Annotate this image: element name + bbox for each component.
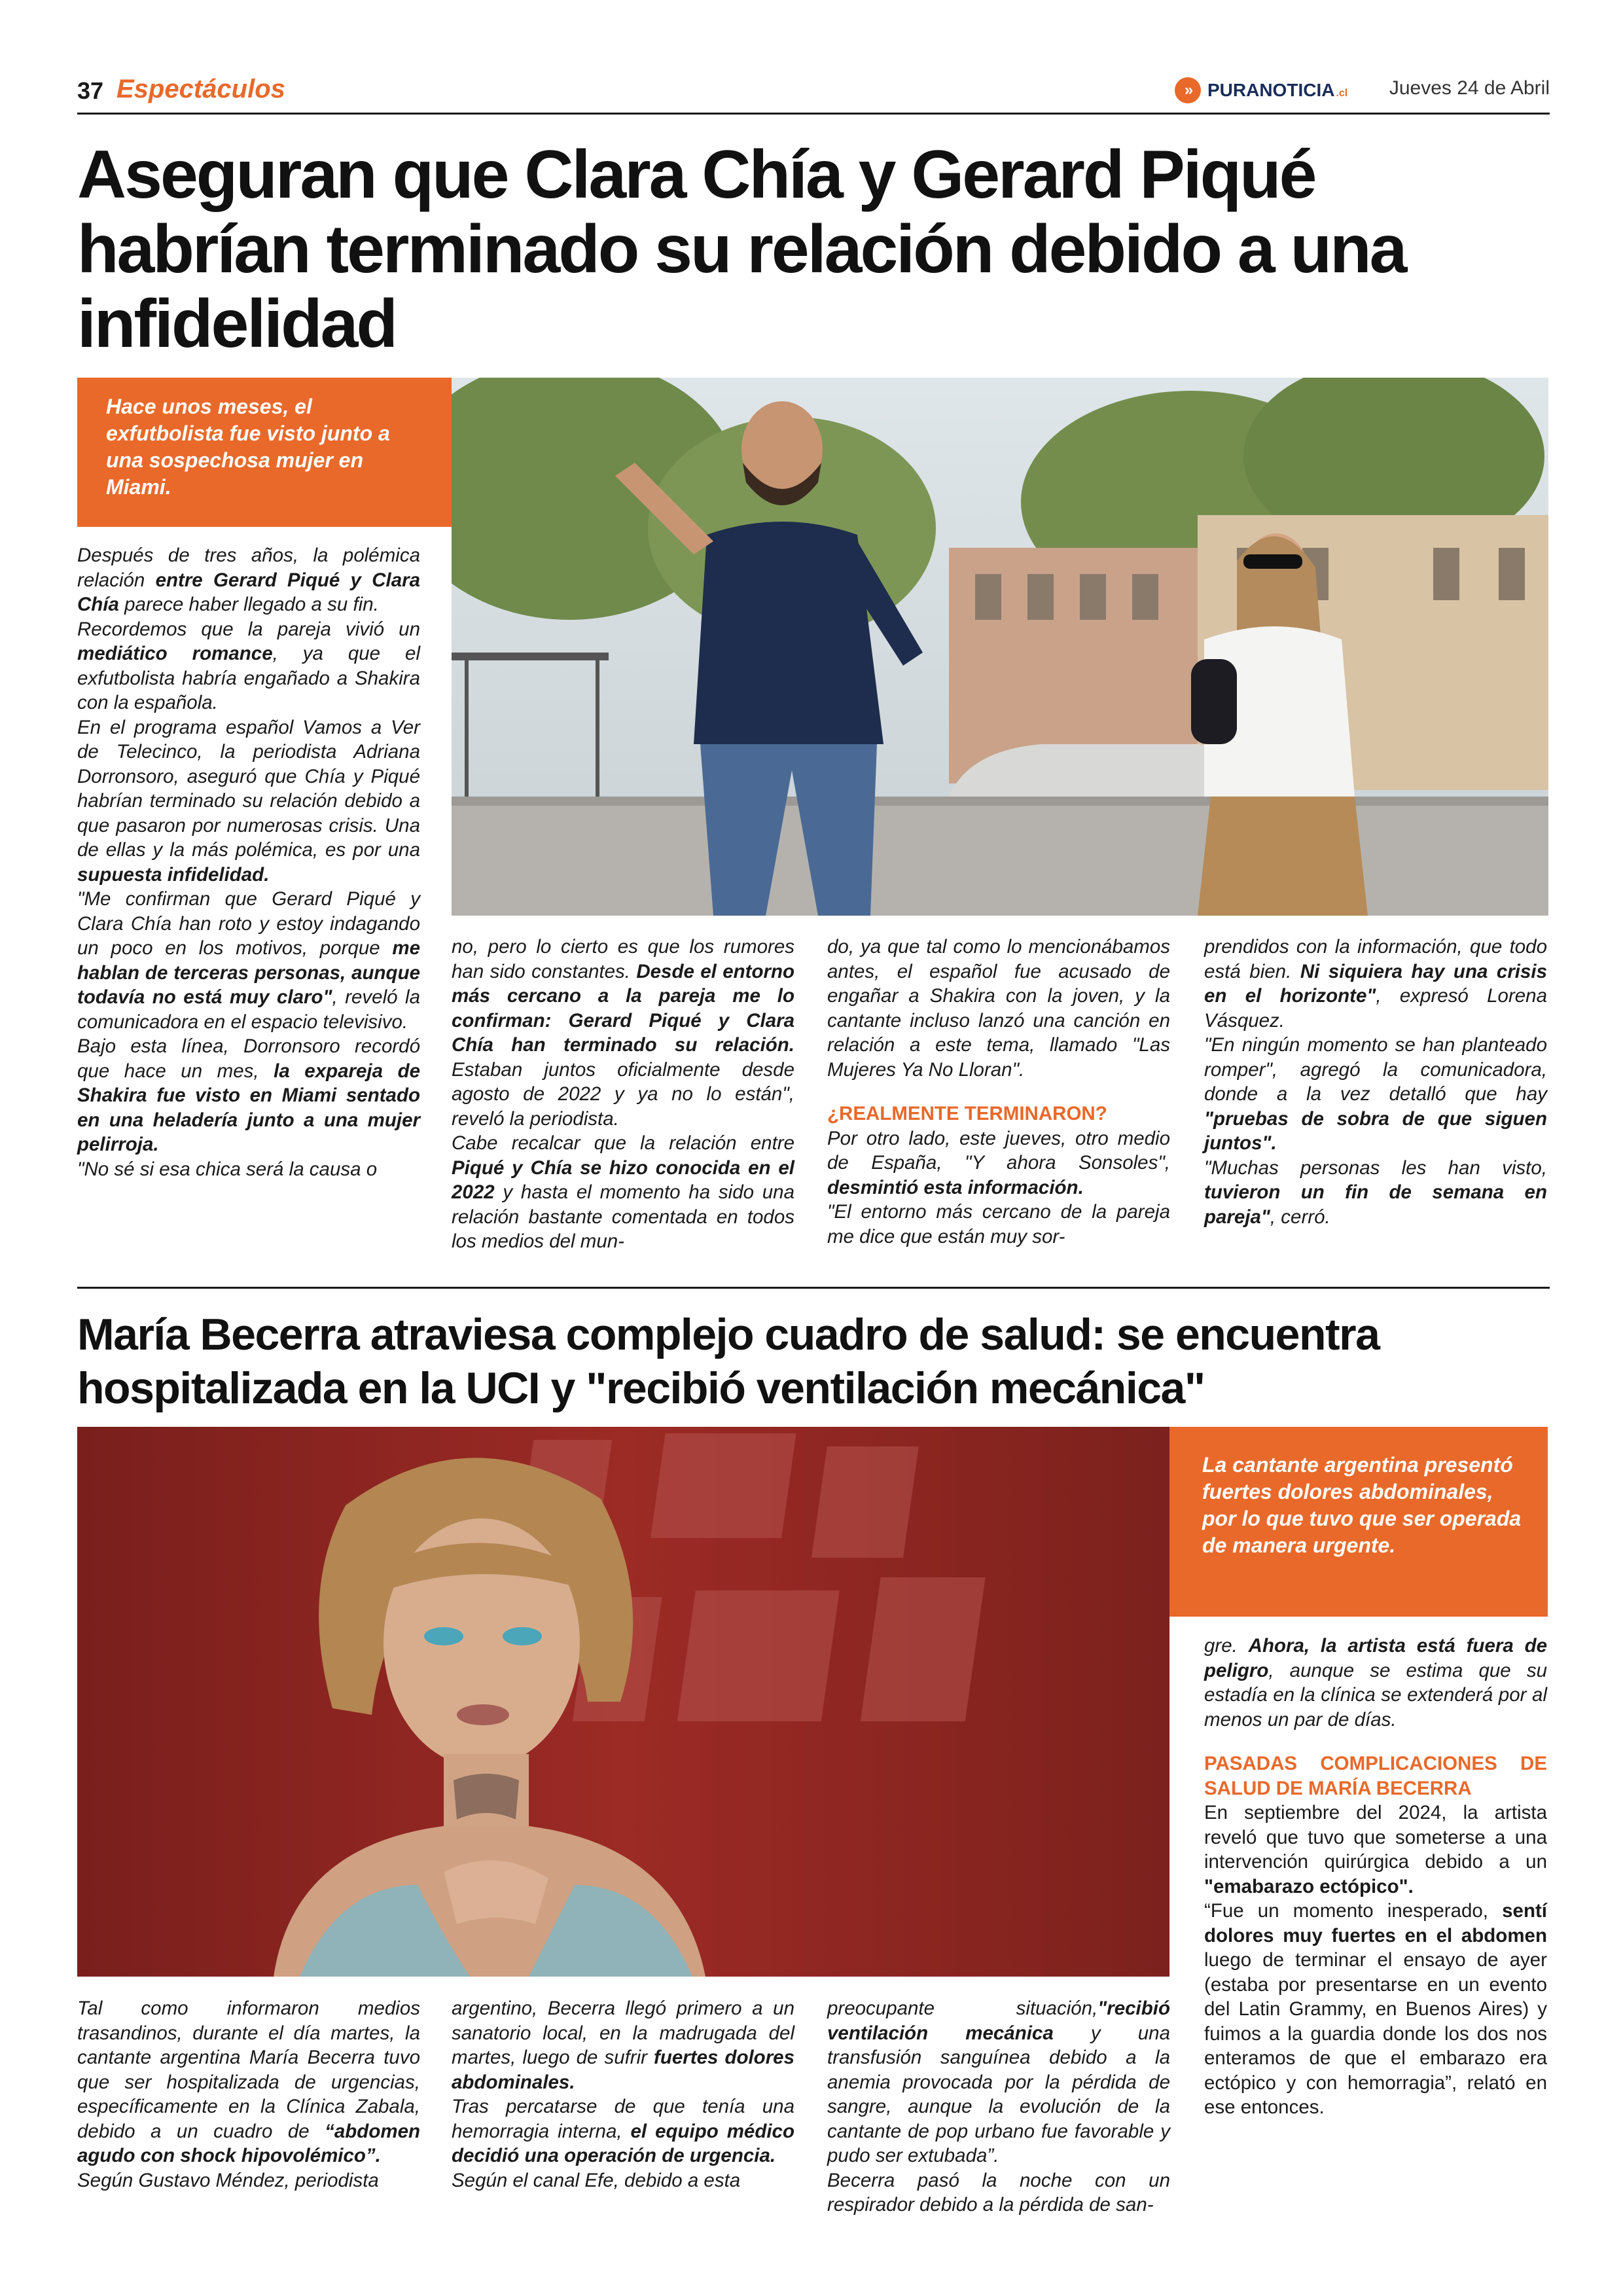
- article-body-column: no, pero lo cierto es que los rumores han sido constantes. Desde el entorno más cercano a la pareja me lo confirman: Gerard Piqué y Clara Chía han terminado su relación. Estaban juntos oficialmente desde agosto de 2022 y ya no lo están", reveló la periodista. Cabe recalcar que la relación entre Piqué y Chía se hizo conocida en el 2022 y hasta el momento ha sido una relación bastante comentada en todos los medios del mun-: [452, 936, 795, 1252]
- article-body-column: Tal como informaron medios trasandinos, durante el día martes, la cantante argentina María Becerra tuvo que ser hospitalizada de urgencias, específicamente en la Clínica Zabala, debido a un cuadro de “abdomen agudo con shock hipovolémico”. Según Gustavo Méndez, periodista: [77, 1998, 420, 2191]
- article-callout: Hace unos meses, el exfutbolista fue visto junto a una sospechosa mujer en Miami.: [77, 378, 452, 527]
- fast-forward-icon: »: [1175, 77, 1201, 103]
- article-headline: María Becerra atraviesa complejo cuadro de salud: se encuentra hospitalizada en la UCI y "recibió ventilación mecánica": [77, 1310, 1380, 1413]
- section-label: Espectáculos: [116, 75, 285, 103]
- publication-logo: [1175, 77, 1347, 103]
- logo-suffix: .cl: [1336, 88, 1348, 99]
- article-body-column: argentino, Becerra llegó primero a un sanatorio local, en la madrugada del martes, luego de sufrir fuertes dolores abdominales. Tras percatarse de que tenía una hemorragia interna, el equipo médico decidió una operación de urgencia. Según el canal Efe, debido a esta: [452, 1998, 794, 2191]
- header-divider: [77, 113, 1550, 115]
- article-callout: La cantante argentina presentó fuertes dolores abdominales, por lo que tuvo que ser operada de manera urgente.: [1169, 1427, 1548, 1617]
- article-body-column: preocupante situación,"recibió ventilación mecánica y una transfusión sanguínea debido a la anemia provocada por la pérdida de sangre, aunque la evolución de la cantante de pop urbano fue favorable y pudo ser extubada”. Becerra pasó la noche con un respirador debido a la pérdida de san-: [827, 1998, 1170, 2215]
- article-body-column: gre. Ahora, la artista está fuera de peligro, aunque se estima que su estadía en la clínica se extenderá por al menos un par de días. PASADAS COMPLICACIONES DE SALUD DE MARÍA BECERRA En septiembre del 2024, la artista reveló que tuvo que someterse a una intervención quirúrgica debido a un "emabarazo ectópico". “Fue un momento inesperado, sentí dolores muy fuertes en el abdomen luego de terminar el ensayo de ayer (estaba por presentarse en un evento del Latin Grammy, en Buenos Aires) y fuimos a la guardia donde los dos nos enteramos de que el embarazo era ectópico y con hemorragia”, relató en ese entonces.: [1204, 1635, 1547, 2118]
- article-headline: Aseguran que Clara Chía y Gerard Piqué habrían terminado su relación debido a una infidelidad: [77, 137, 1406, 362]
- article-body-column: prendidos con la información, que todo está bien. Ni siquiera hay una crisis en el horizonte", expresó Lorena Vásquez. "En ningún momento se han planteado romper", agregó la comunicadora, donde a la vez detalló que hay "pruebas de sobra de que siguen juntos". "Muchas personas les han visto, tuvieron un fin de semana en pareja", cerró.: [1204, 936, 1547, 1228]
- article-divider: [77, 1287, 1550, 1289]
- logo-text: PURANOTICIA: [1207, 80, 1335, 100]
- article-photo: [77, 1427, 1169, 1977]
- page-number: 37: [77, 77, 104, 104]
- article-photo: [452, 378, 1548, 916]
- issue-date: Jueves 24 de Abril: [1389, 77, 1550, 99]
- article-body-column: do, ya que tal como lo mencionábamos antes, el español fue acusado de engañar a Shakira con la joven, y la cantante incluso lanzó una canción en relación a este tema, llamado "Las Mujeres Ya No Lloran". ¿REALMENTE TERMINARON? Por otro lado, este jueves, otro medio de España, "Y ahora Sonsoles", desmintió esta información. "El entorno más cercano de la pareja me dice que están muy sor-: [827, 936, 1170, 1247]
- article-body-column: Después de tres años, la polémica relación entre Gerard Piqué y Clara Chía parece haber llegado a su fin. Recordemos que la pareja vivió un mediático romance, ya que el exfutbolista habría engañado a Shakira con la española. En el programa español Vamos a Ver de Telecinco, la periodista Adriana Dorronsoro, aseguró que Chía y Piqué habrían terminado su relación debido a que pasaron por numerosas crisis. Una de ellas y la más polémica, es por una supuesta infidelidad. "Me confirman que Gerard Piqué y Clara Chía han roto y estoy indagando un poco en los motivos, porque me hablan de terceras personas, aunque todavía no está muy claro", reveló la comunicadora en el espacio televisivo. Bajo esta línea, Dorronsoro recordó que hace un mes, la expareja de Shakira fue visto en Miami sentado en una heladería junto a una mujer pelirroja. "No sé si esa chica será la causa o: [77, 545, 420, 1180]
